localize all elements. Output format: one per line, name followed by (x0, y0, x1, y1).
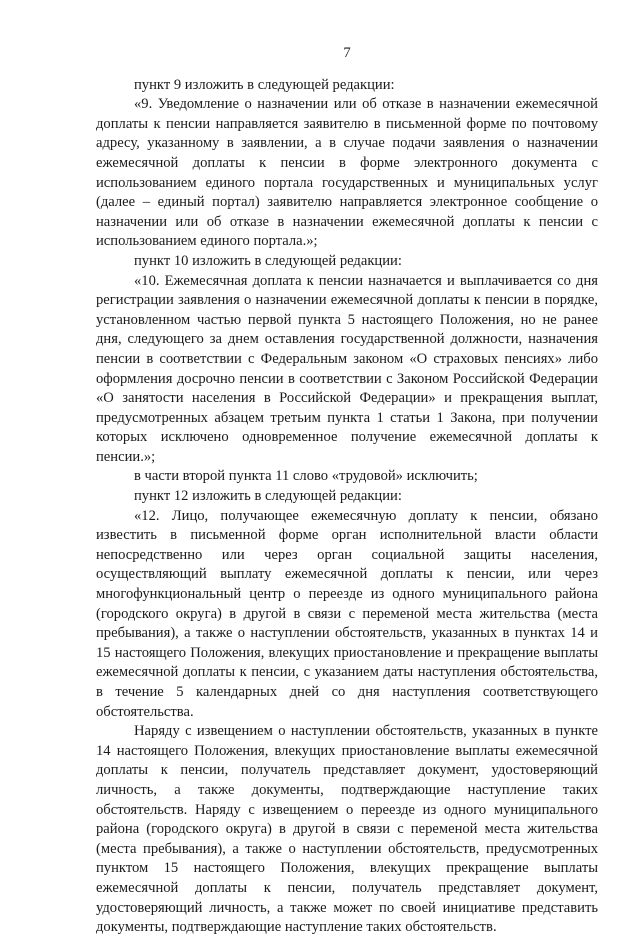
paragraph-item-12-continuation: Наряду с извещением о наступлении обстоятельств, указанных в пункте 14 настоящего Положения, влекущих приостановление выплаты ежемесячной доплаты к пенсии, получатель представляет документ, удостоверяющий личность, а также документы, подтверждающие наступление таких обстоятельств. Наряду с извещением о переезде из одного муниципального района (городского округа) в другой в связи с переменой места жительства (места пребывания), а также о наступлении обстоятельств, предусмотренных пунктом 15 настоящего Положения, влекущих прекращение выплаты ежемесячной доплаты к пенсии, получатель представляет документ, удостоверяющий личность, а также может по своей инициативе представить документы, подтверждающие наступление таких обстоятельств. (96, 723, 598, 936)
paragraph-item-9-intro: пункт 9 изложить в следующей редакции: (134, 76, 395, 93)
page-number: 7 (343, 45, 351, 61)
paragraph-item-9-text: «9. Уведомление о назначении или об отказе в назначении ежемесячной доплаты к пенсии направляется заявителю в письменной форме по почтовому адресу, указанному в заявлении, а в случае подачи заявления о назначении ежемесячной доплаты к пенсии в форме электронного документа с использованием единого портала государственных и муниципальных услуг (далее – единый портал) заявителю направляется электронное сообщение о назначении или об отказе в назначении ежемесячной доплаты к пенсии с использованием единого портала.»; (96, 96, 598, 250)
paragraph-item-12-text: «12. Лицо, получающее ежемесячную доплату к пенсии, обязано известить в письменной форме орган исполнительной власти области непосредственно или через орган социальной защиты населения, осуществляющий выплату ежемесячной доплаты к пенсии, или через многофункциональный центр о переезде из одного муниципального района (городского округа) в другой в связи с переменой места жительства (места пребывания), а также о наступлении обстоятельств, указанных в пунктах 14 и 15 настоящего Положения, влекущих приостановление и прекращение выплаты ежемесячной доплаты к пенсии, с указанием даты наступления обстоятельства, в течение 5 календарных дней со дня наступления соответствующего обстоятельства. (96, 507, 598, 720)
paragraph-item-11-amendment: в части второй пункта 11 слово «трудовой» исключить; (134, 468, 478, 485)
paragraph-item-12-intro: пункт 12 изложить в следующей редакции: (134, 488, 402, 505)
document-page (96, 44, 598, 938)
paragraph-item-10-text: «10. Ежемесячная доплата к пенсии назначается и выплачивается со дня регистрации заявления о назначении ежемесячной доплаты к пенсии в порядке, установленном частью первой пункта 5 настоящего Положения, но не ранее дня, следующего за днем оставления государственной должности, назначения пенсии в соответствии с Федеральным законом «О страховых пенсиях» либо оформления досрочно пенсии в соответствии с Законом Российской Федерации «О занятости населения в Российской Федерации» и прекращения выплат, предусмотренных абзацем третьим пункта 1 статьи 1 Закона, при получении которых исключено одновременное получение ежемесячной доплаты к пенсии.»; (96, 272, 598, 465)
paragraph-item-10-intro: пункт 10 изложить в следующей редакции: (134, 252, 402, 269)
